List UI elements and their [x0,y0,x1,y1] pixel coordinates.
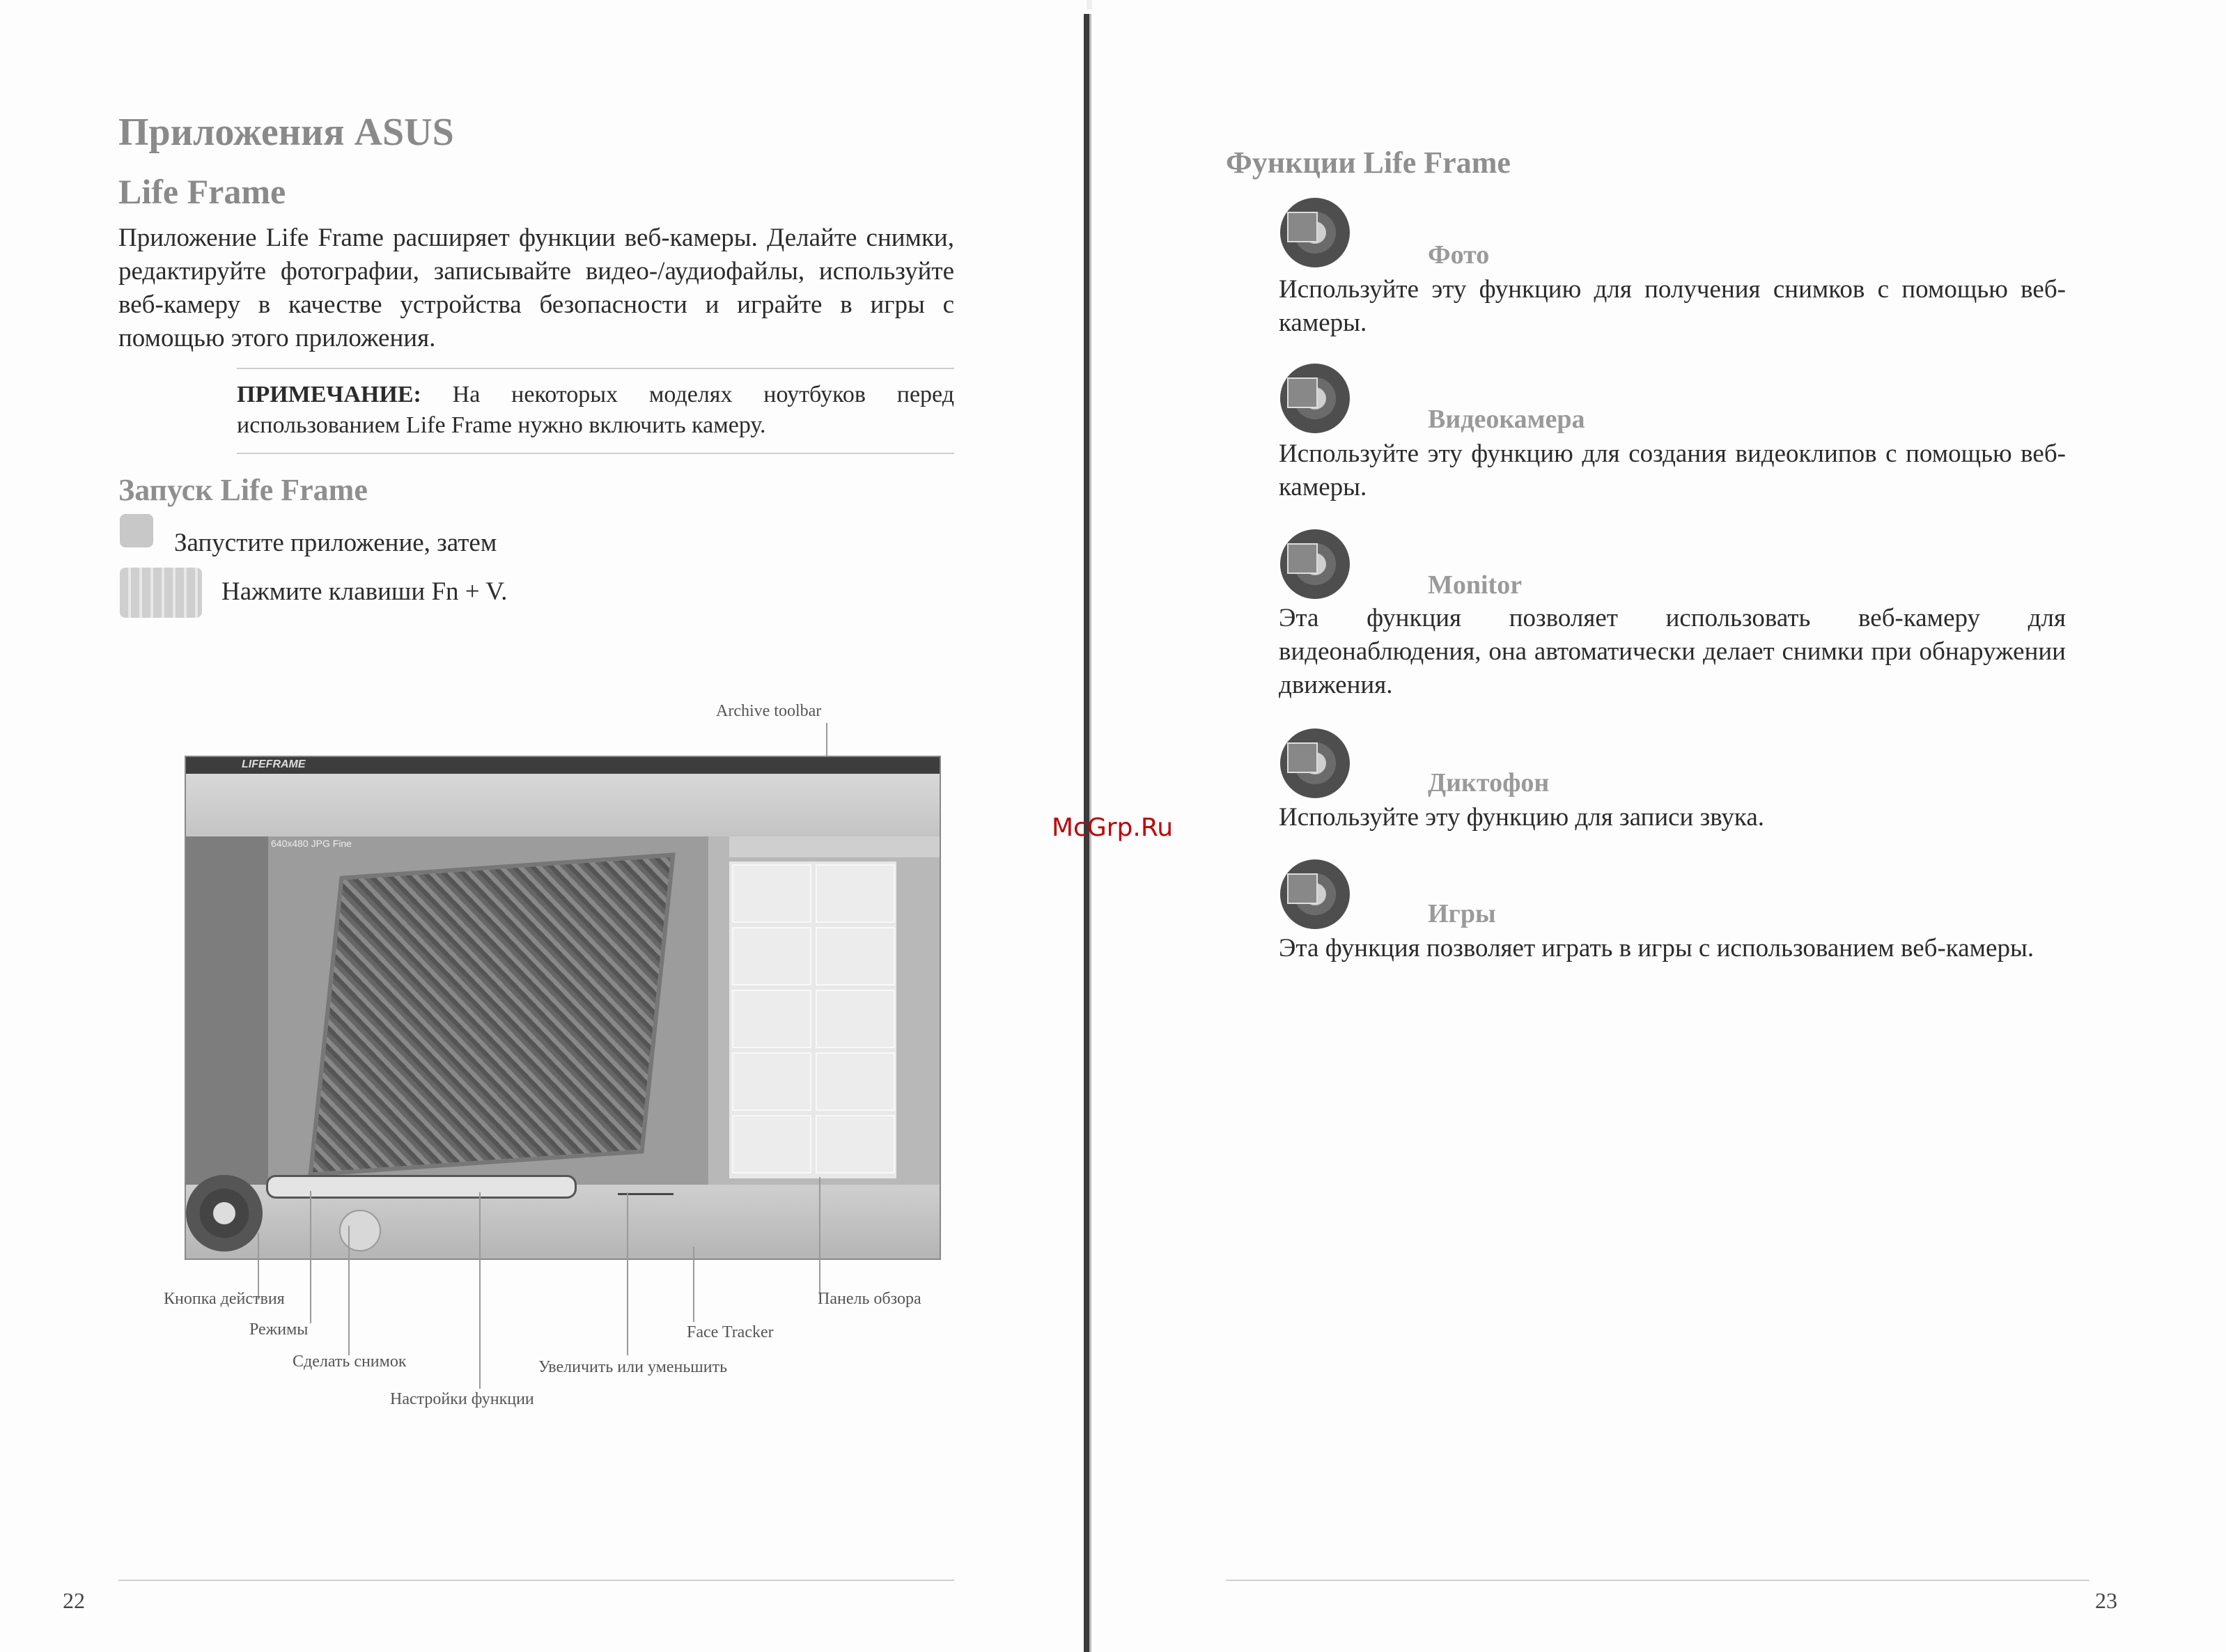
function-title-photo: Фото [1428,240,1490,270]
take-photo-button-icon [339,1210,381,1252]
app-launcher-icon [120,514,153,547]
leader-function-settings [479,1192,481,1389]
callout-face-tracker: Face Tracker [687,1323,774,1341]
watermark: McGrp.Ru [1052,813,1174,842]
step-launch-app: Запустите приложение, затем [174,529,497,557]
footer-rule-right [1226,1580,2089,1581]
page-title: Приложения ASUS [118,111,454,154]
leader-take-photo [348,1226,350,1355]
functions-heading: Функции Life Frame [1226,146,1511,180]
note-text: На некоторых моделях ноутбуков перед использованием Life Frame нужно включить камеру. [237,382,954,438]
recorder-mode-icon [1280,728,1350,798]
function-text-photo: Используйте эту функцию для получения снимков с помощью веб-камеры. [1279,275,2066,337]
callout-zoom: Увеличить или уменьшить [538,1358,728,1376]
games-mode-icon [1280,859,1350,929]
section-title: Life Frame [118,172,286,211]
preview-thumbnail [816,1115,895,1174]
launch-heading: Запуск Life Frame [118,473,368,507]
function-title-video: Видеокамера [1428,405,1585,434]
monitor-mode-icon [1280,529,1350,599]
preview-thumbnail [732,927,811,985]
note-label: ПРИМЕЧАНИЕ: [237,382,421,407]
function-title-games: Игры [1428,899,1496,928]
function-text-video: Используйте эту функцию для создания видеоклипов с помощью веб-камеры. [1279,439,2066,501]
format-label: 640x480 JPG Fine [271,838,352,849]
left-page [0,0,1087,1652]
keyboard-icon [120,568,202,618]
function-title-monitor: Monitor [1428,570,1523,600]
app-title: LIFEFRAME [242,758,306,770]
callout-modes: Режимы [249,1320,309,1339]
callout-action-button: Кнопка действия [164,1290,285,1308]
note-block [237,380,954,441]
preview-thumbnail [816,990,895,1048]
callout-archive-toolbar: Archive toolbar [716,702,822,720]
page-number-left: 22 [63,1588,85,1613]
footer-rule [118,1580,954,1581]
page-number-right: 23 [2095,1588,2117,1613]
app-titlebar [186,757,940,774]
right-page [1092,0,2226,1652]
function-settings-toolbar [266,1175,577,1199]
lifeframe-screenshot [185,756,941,1260]
preview-thumbnail [732,1115,811,1174]
camera-viewer [268,836,708,1185]
callout-take-photo: Сделать снимок [293,1353,407,1371]
step-hotkey: Нажмите клавиши Fn + V. [221,577,508,606]
intro-paragraph: Приложение Life Frame расширяет функции веб-камеры. Делайте снимки, редактируйте фотографии, записывайте видео-/аудиофайлы, используйте веб-камеру в качестве устройства безопасности и играйте в игры с помощью этого приложения. [118,224,954,352]
preview-thumbnail [816,864,895,923]
callout-function-settings: Настройки функции [390,1390,534,1408]
preview-thumbnail [816,927,895,985]
captured-photo [308,852,675,1177]
app-header [186,774,940,836]
archive-toolbar [729,836,940,857]
preview-thumbnail [732,990,811,1048]
function-text-games: Эта функция позволяет играть в игры с использованием веб-камеры. [1279,934,2034,963]
note-divider-bottom [237,453,954,454]
preview-thumbnail [816,1052,895,1111]
action-button-wheel-icon [186,1175,263,1252]
app-left-panel [186,836,268,1185]
function-title-recorder: Диктофон [1428,768,1550,797]
video-mode-icon [1280,364,1350,433]
leader-preview-panel [819,1177,820,1294]
function-text-monitor: Эта функция позволяет использовать веб-камеру для видеонаблюдения, она автоматически делает снимки при обнаружении движения. [1279,604,2066,699]
preview-thumbnail [732,1052,811,1111]
note-divider-top [237,368,954,369]
leader-face-tracker [693,1247,694,1322]
zoom-slider [618,1193,674,1195]
preview-thumbnail [732,864,811,923]
function-text-recorder: Используйте эту функцию для записи звука. [1279,803,1765,832]
leader-zoom [627,1192,628,1355]
photo-mode-icon [1280,198,1350,267]
leader-modes [310,1191,311,1323]
callout-preview-panel: Панель обзора [818,1290,921,1308]
preview-panel [729,862,896,1178]
